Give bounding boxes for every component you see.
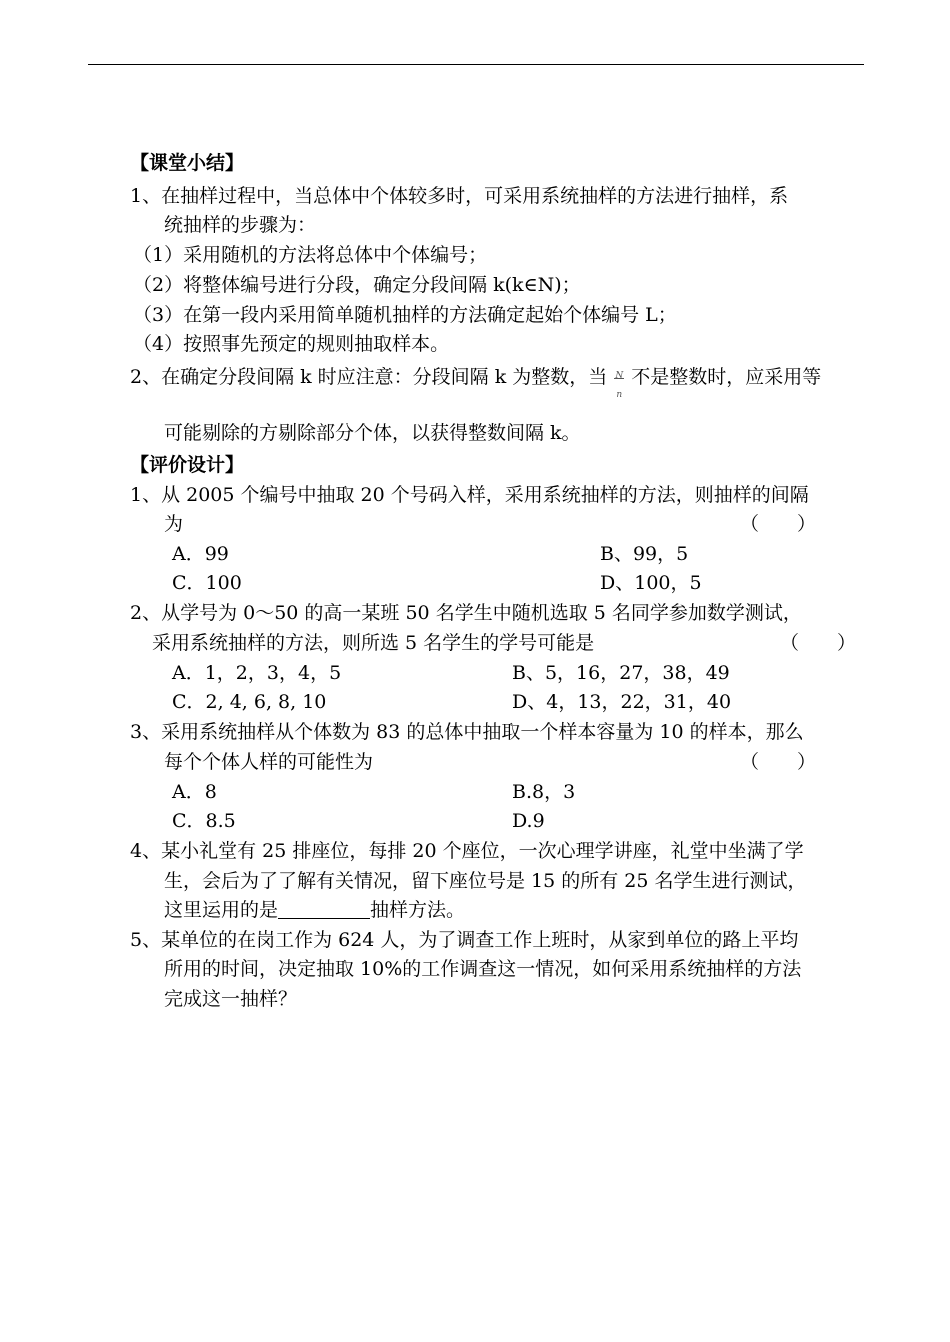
q2-option-a: A．1，2，3，4，5 bbox=[172, 662, 342, 684]
q5-line2: 所用的时间，决定抽取 10%的工作调查这一情况，如何采用系统抽样的方法 bbox=[164, 958, 802, 980]
q4-line2: 生，会后为了了解有关情况，留下座位号是 15 的所有 25 名学生进行测试， bbox=[164, 870, 807, 892]
q3-option-a: A．8 bbox=[172, 781, 217, 803]
summary-step4: （4）按照事先预定的规则抽取样本。 bbox=[133, 333, 450, 355]
q1-option-d: D、100，5 bbox=[600, 572, 702, 594]
q1-option-c: C．100 bbox=[172, 572, 242, 594]
fraction-bar bbox=[614, 378, 624, 379]
q2-option-b: B、5，16，27，38，49 bbox=[512, 662, 730, 684]
summary-step1: （1）采用随机的方法将总体中个体编号； bbox=[133, 244, 488, 266]
q5-line1: 5、某单位的在岗工作为 624 人，为了调查工作上班时，从家到单位的路上平均 bbox=[130, 929, 799, 951]
q4-line3 bbox=[164, 897, 465, 923]
summary-step2: （2）将整体编号进行分段，确定分段间隔 k(k∈N)； bbox=[133, 274, 581, 296]
q1-line2: 为 bbox=[164, 513, 184, 535]
q4-answer-blank[interactable] bbox=[278, 898, 370, 919]
q2-answer-paren: （ ） bbox=[780, 632, 857, 654]
summary-heading: 【课堂小结】 bbox=[130, 152, 245, 174]
summary-item1-line1: 1、在抽样过程中，当总体中个体较多时，可采用系统抽样的方法进行抽样，系 bbox=[130, 185, 789, 207]
q1-option-b: B、99，5 bbox=[600, 543, 689, 565]
fraction-denominator: n bbox=[616, 390, 623, 400]
n-over-n-fraction bbox=[611, 365, 627, 400]
q3-line1: 3、采用系统抽样从个体数为 83 的总体中抽取一个样本容量为 10 的样本，那么 bbox=[130, 721, 804, 743]
q2-line1: 2、从学号为 0～50 的高一某班 50 名学生中随机选取 5 名同学参加数学测试， bbox=[130, 602, 802, 624]
header-rule bbox=[88, 64, 864, 65]
q4-line3-after: 抽样方法。 bbox=[370, 899, 466, 921]
q2-option-d: D、4，13，22，31，40 bbox=[512, 691, 732, 713]
q3-answer-paren: （ ） bbox=[740, 751, 817, 773]
evaluation-heading: 【评价设计】 bbox=[130, 454, 245, 476]
summary-step3: （3）在第一段内采用简单随机抽样的方法确定起始个体编号 L； bbox=[133, 304, 677, 326]
q4-line1: 4、某小礼堂有 25 排座位，每排 20 个座位，一次心理学讲座，礼堂中坐满了学 bbox=[130, 840, 804, 862]
summary-item2-after: 不是整数时，应采用等 bbox=[631, 366, 822, 388]
q4-line3-before: 这里运用的是 bbox=[164, 899, 279, 921]
q5-line3: 完成这一抽样？ bbox=[164, 988, 298, 1010]
q1-answer-paren: （ ） bbox=[740, 513, 817, 535]
q2-line2: 采用系统抽样的方法，则所选 5 名学生的学号可能是 bbox=[152, 632, 595, 654]
q1-option-a: A．99 bbox=[172, 543, 229, 565]
q3-line2: 每个个体人样的可能性为 bbox=[164, 751, 374, 773]
summary-item2-line2: 可能剔除的方剔除部分个体，以获得整数间隔 k。 bbox=[164, 422, 581, 444]
summary-item1-line2: 统抽样的步骤为： bbox=[164, 214, 317, 236]
q2-option-c: C．2, 4, 6, 8, 10 bbox=[172, 691, 327, 713]
fraction-numerator: N bbox=[615, 371, 624, 381]
q3-option-c: C．8.5 bbox=[172, 810, 236, 832]
summary-item2-before: 2、在确定分段间隔 k 时应注意：分段间隔 k 为整数，当 bbox=[130, 366, 608, 388]
q3-option-d: D.9 bbox=[512, 810, 545, 832]
q3-option-b: B.8，3 bbox=[512, 781, 576, 803]
summary-item2-line1 bbox=[130, 364, 822, 400]
q1-line1: 1、从 2005 个编号中抽取 20 个号码入样，采用系统抽样的方法，则抽样的间隔 bbox=[130, 484, 809, 506]
